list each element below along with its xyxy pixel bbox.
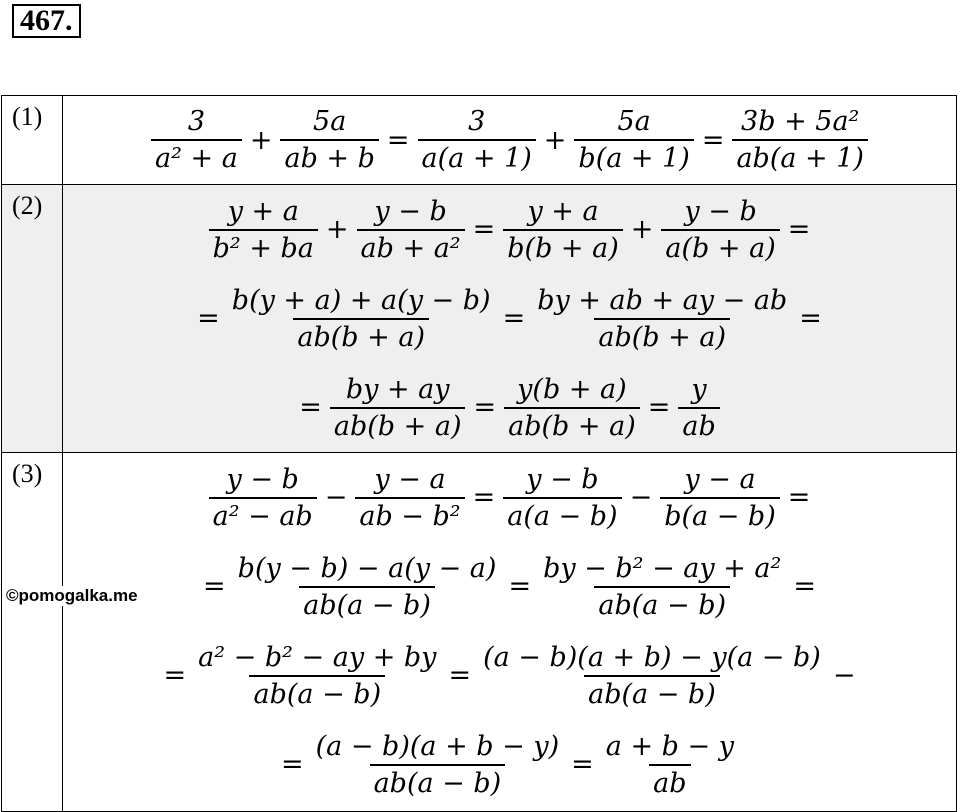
fraction-denominator: a(a − b): [503, 497, 621, 532]
fraction-denominator: a(a + 1): [418, 139, 536, 174]
operator: =: [502, 303, 526, 334]
operator: =: [647, 392, 671, 423]
fraction: [234, 553, 501, 621]
math-expression: [199, 553, 820, 621]
operator: =: [448, 660, 472, 691]
operator: =: [299, 392, 322, 423]
operator: =: [473, 392, 497, 423]
solution-row-2: [2, 185, 957, 453]
fraction-numerator: (a − b)(a + b − y): [315, 730, 560, 762]
fraction: [151, 106, 242, 174]
watermark: ©pomogalka.me: [6, 586, 138, 605]
fraction-numerator: 3: [187, 106, 206, 137]
fraction: [602, 731, 738, 799]
operator: =: [787, 482, 811, 513]
equation-line: [63, 720, 956, 809]
math-expression: [193, 285, 826, 353]
fraction-numerator: y − b: [226, 463, 299, 495]
solution-row-3: [2, 453, 957, 812]
fraction-denominator: ab: [678, 407, 719, 442]
fraction-numerator: b(y − b) − a(y − a): [237, 552, 497, 584]
fraction-numerator: 5a: [617, 106, 651, 137]
operator: =: [787, 214, 811, 245]
fraction: [732, 106, 868, 174]
fraction: [355, 464, 464, 532]
fraction: [660, 464, 780, 532]
equation-line: [63, 363, 956, 452]
fraction: [194, 642, 440, 710]
operator: =: [472, 214, 496, 245]
fraction-denominator: b² + ba: [209, 229, 318, 264]
operator: +: [543, 124, 567, 156]
operator: +: [249, 124, 273, 156]
fraction-numerator: a + b − y: [605, 730, 734, 762]
row-content: [63, 453, 957, 812]
operator: =: [799, 303, 822, 334]
fraction: [574, 106, 693, 174]
operator: =: [508, 571, 532, 602]
fraction-denominator: ab − b²: [355, 497, 464, 532]
fraction-denominator: ab: [649, 764, 690, 799]
fraction-denominator: a(b + a): [661, 229, 779, 264]
math-expression: [160, 642, 860, 710]
operator: =: [281, 749, 304, 780]
fraction-denominator: ab(b + a): [293, 318, 429, 353]
operator: −: [832, 660, 856, 691]
fraction-denominator: ab(a − b): [370, 764, 506, 799]
operator: =: [163, 660, 187, 691]
fraction-denominator: ab(a − b): [594, 586, 730, 621]
row-content: [63, 185, 957, 453]
problem-number-box: [12, 4, 81, 38]
operator: =: [701, 124, 725, 156]
equation-line: [63, 274, 956, 363]
fraction-denominator: ab(a + 1): [732, 139, 868, 174]
fraction: [678, 374, 719, 442]
fraction-numerator: y: [691, 373, 707, 405]
operator: =: [203, 571, 226, 602]
problem-number: 467: [20, 4, 65, 37]
fraction-numerator: 3: [468, 106, 486, 137]
fraction-denominator: b(a + 1): [574, 139, 693, 174]
fraction: [280, 106, 378, 174]
fraction-denominator: ab + b: [280, 139, 378, 174]
fraction-numerator: by + ab + ay − ab: [537, 284, 788, 316]
equation-line: [63, 453, 956, 542]
row-label: (1): [2, 96, 63, 185]
fraction-denominator: a² + a: [151, 139, 242, 174]
fraction-numerator: y(b + a): [517, 373, 627, 405]
row-content: [63, 96, 957, 185]
fraction: [418, 106, 536, 174]
fraction-numerator: y − a: [684, 463, 756, 495]
fraction-denominator: a² − ab: [209, 497, 317, 532]
fraction: [539, 553, 785, 621]
fraction-numerator: y + a: [227, 195, 299, 227]
fraction: [479, 642, 825, 710]
fraction: [661, 196, 779, 264]
fraction-numerator: (a − b)(a + b) − y(a − b): [483, 641, 821, 673]
fraction-numerator: by − b² − ay + a²: [543, 552, 782, 584]
math-expression: [295, 374, 724, 442]
fraction-numerator: a² − b² − ay + by: [198, 641, 437, 673]
fraction: [533, 285, 791, 353]
fraction-numerator: by + ay: [345, 373, 450, 405]
fraction-denominator: ab(a − b): [584, 675, 720, 710]
operator: =: [472, 482, 496, 513]
operator: −: [324, 482, 348, 513]
operator: +: [630, 214, 654, 245]
fraction-numerator: y − b: [374, 195, 447, 227]
math-expression: [147, 106, 872, 174]
fraction-denominator: ab(a − b): [299, 586, 435, 621]
fraction-denominator: ab(b + a): [504, 407, 640, 442]
fraction-denominator: ab(b + a): [594, 318, 730, 353]
fraction-denominator: b(b + a): [503, 229, 623, 264]
fraction: [503, 464, 621, 532]
solution-table: [1, 95, 957, 812]
fraction-numerator: b(y + a) + a(y − b): [231, 284, 491, 316]
fraction: [209, 464, 317, 532]
fraction: [228, 285, 495, 353]
row-label: (2): [2, 185, 63, 453]
operator: =: [386, 124, 410, 156]
fraction-numerator: y − b: [526, 463, 599, 495]
operator: =: [197, 303, 220, 334]
math-expression: [205, 196, 815, 264]
operator: =: [571, 749, 594, 780]
fraction: [503, 196, 623, 264]
math-expression: [205, 464, 815, 532]
operator: −: [629, 482, 653, 513]
fraction: [209, 196, 318, 264]
operator: +: [325, 214, 349, 245]
row-label: (3): [2, 453, 63, 812]
fraction: [330, 374, 466, 442]
fraction: [504, 374, 640, 442]
problem-number-dot: .: [65, 4, 73, 37]
fraction-denominator: ab + a²: [357, 229, 465, 264]
fraction-numerator: 5a: [313, 106, 347, 137]
fraction-numerator: y + a: [527, 195, 599, 227]
fraction-numerator: y − b: [684, 195, 757, 227]
fraction: [357, 196, 465, 264]
fraction-denominator: b(a − b): [660, 497, 780, 532]
fraction-numerator: 3b + 5a²: [741, 106, 860, 137]
fraction-denominator: ab(a − b): [249, 675, 385, 710]
solution-row-1: [2, 96, 957, 185]
equation-line: [63, 96, 956, 184]
operator: =: [793, 571, 816, 602]
equation-line: [63, 631, 956, 720]
equation-line: [63, 185, 956, 274]
fraction-denominator: ab(b + a): [330, 407, 466, 442]
fraction-numerator: y − a: [374, 463, 446, 495]
math-expression: [277, 731, 742, 799]
equation-line: [63, 542, 956, 631]
fraction: [312, 731, 564, 799]
